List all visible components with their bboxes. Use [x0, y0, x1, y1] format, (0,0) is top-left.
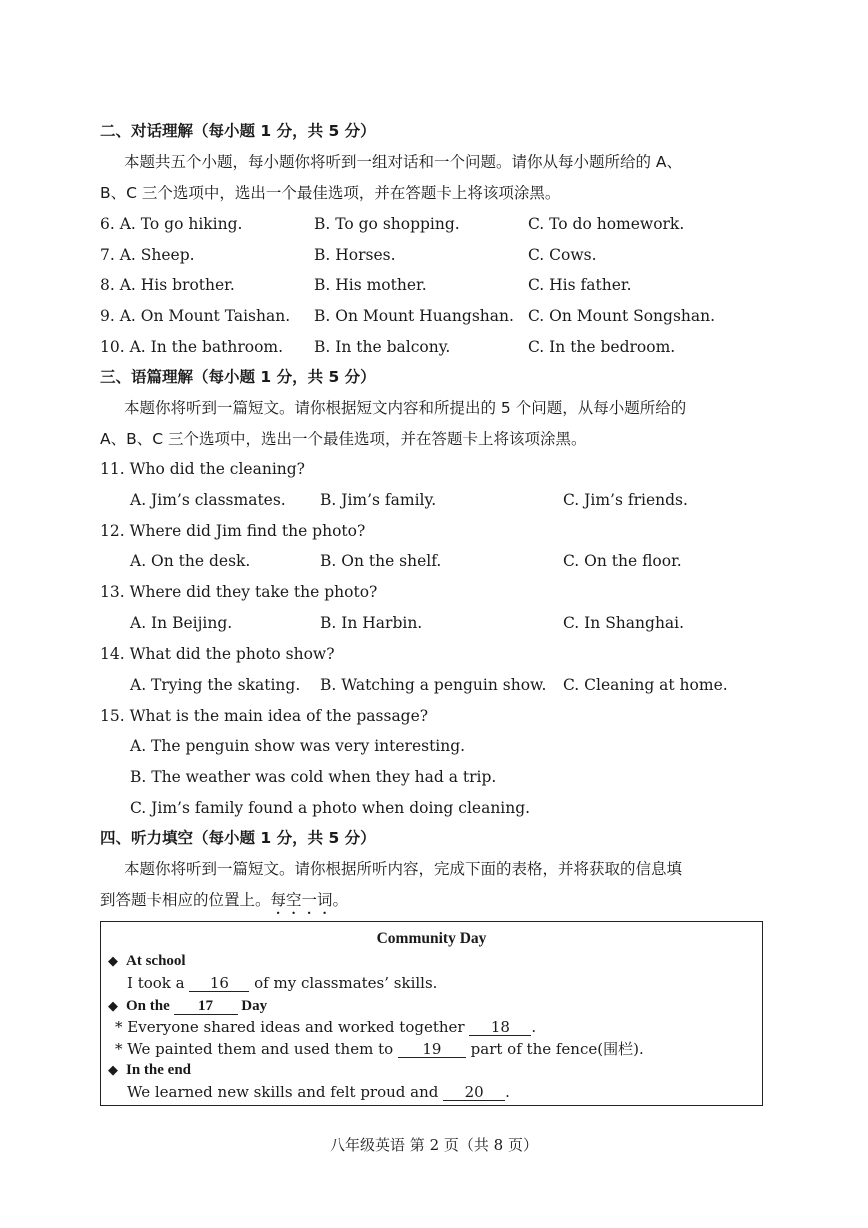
section4-instructions-line1: 本题你将听到一篇短文。请你根据所听内容，完成下面的表格，并将获取的信息填	[124, 860, 683, 878]
question-stem: 14. What did the photo show?	[100, 645, 335, 663]
heading-label: Day	[237, 998, 268, 1014]
heading-in-the-end	[108, 1060, 191, 1081]
line-19	[115, 1039, 644, 1059]
blank-19: 19	[398, 1041, 466, 1058]
heading-label: At school	[126, 953, 186, 969]
option-c: C. Jim’s friends.	[563, 491, 688, 509]
question-stem: 13. Where did they take the photo?	[100, 583, 378, 601]
option-b: B. His mother.	[314, 276, 427, 294]
option-a: 8. A. His brother.	[100, 276, 235, 294]
option-b: B. On the shelf.	[320, 552, 442, 570]
option-b: B. Watching a penguin show.	[320, 676, 547, 694]
instructions-period: 。	[332, 891, 349, 909]
page-footer: 八年级英语 第 2 页（共 8 页）	[330, 1136, 538, 1154]
option-c: C. On Mount Songshan.	[528, 307, 716, 325]
diamond-bullet-icon: ◆	[108, 1063, 118, 1078]
option-b: B. On Mount Huangshan.	[314, 307, 514, 325]
diamond-bullet-icon: ◆	[108, 999, 118, 1014]
section3-heading: 三、语篇理解（每小题 1 分，共 5 分）	[100, 368, 376, 386]
option-b: B. In the balcony.	[314, 338, 451, 356]
line-16	[127, 973, 437, 993]
section4-heading: 四、听力填空（每小题 1 分，共 5 分）	[100, 829, 376, 847]
text: I took a	[127, 974, 190, 992]
option-a: 10. A. In the bathroom.	[100, 338, 284, 356]
option-a: 9. A. On Mount Taishan.	[100, 307, 291, 325]
heading-on-the-day	[108, 995, 267, 1017]
diamond-bullet-icon: ◆	[108, 954, 118, 969]
text: * We painted them and used them to	[115, 1040, 398, 1058]
option-c: C. Jim’s family found a photo when doing cleaning.	[130, 799, 531, 817]
option-c: C. Cleaning at home.	[563, 676, 728, 694]
question-stem: 11. Who did the cleaning?	[100, 460, 305, 478]
option-c: C. In Shanghai.	[563, 614, 685, 632]
question-stem: 15. What is the main idea of the passage?	[100, 707, 429, 725]
section2-instructions-line1: 本题共五个小题，每小题你将听到一组对话和一个问题。请你从每小题所给的 A、	[124, 153, 683, 171]
emphasized-text: 每空一词	[270, 891, 333, 909]
option-a: 6. A. To go hiking.	[100, 215, 243, 233]
line-18	[115, 1017, 536, 1037]
option-c: C. On the floor.	[563, 552, 682, 570]
option-b: B. To go shopping.	[314, 215, 460, 233]
option-a: A. On the desk.	[130, 552, 251, 570]
instructions-text: 到答题卡相应的位置上。	[100, 891, 271, 909]
option-a: A. Trying the skating.	[130, 676, 301, 694]
heading-label: On the	[126, 998, 174, 1014]
option-a: A. In Beijing.	[130, 614, 233, 632]
option-c: C. In the bedroom.	[528, 338, 676, 356]
option-b: B. In Harbin.	[320, 614, 423, 632]
section3-instructions-line2: A、B、C 三个选项中，选出一个最佳选项，并在答题卡上将该项涂黑。	[100, 430, 587, 448]
option-b: B. Jim’s family.	[320, 491, 437, 509]
section3-instructions-line1: 本题你将听到一篇短文。请你根据短文内容和所提出的 5 个问题，从每小题所给的	[124, 399, 687, 417]
blank-18: 18	[469, 1019, 531, 1036]
text: * Everyone shared ideas and worked together	[115, 1018, 470, 1036]
heading-at-school	[108, 951, 186, 972]
text: .	[505, 1083, 510, 1101]
community-day-table	[100, 921, 763, 1106]
option-c: C. His father.	[528, 276, 632, 294]
option-a: A. The penguin show was very interesting.	[130, 737, 466, 755]
question-stem: 12. Where did Jim find the photo?	[100, 522, 366, 540]
text: .	[531, 1018, 537, 1036]
text: of my classmates’ skills.	[249, 974, 438, 992]
heading-label: In the end	[126, 1062, 192, 1078]
text: part of the fence(围栏).	[465, 1040, 644, 1058]
section2-instructions-line2: B、C 三个选项中，选出一个最佳选项，并在答题卡上将该项涂黑。	[100, 184, 561, 202]
text: We learned new skills and felt proud and	[127, 1083, 444, 1101]
section4-instructions-line2	[100, 890, 348, 918]
option-b: B. The weather was cold when they had a trip.	[130, 768, 497, 786]
blank-20: 20	[443, 1084, 505, 1101]
option-c: C. To do homework.	[528, 215, 685, 233]
table-title: Community Day	[376, 930, 487, 947]
blank-16: 16	[189, 975, 249, 992]
option-a: 7. A. Sheep.	[100, 246, 195, 264]
blank-17: 17	[174, 998, 238, 1015]
option-a: A. Jim’s classmates.	[130, 491, 286, 509]
option-b: B. Horses.	[314, 246, 396, 264]
option-c: C. Cows.	[528, 246, 597, 264]
line-20	[127, 1082, 510, 1102]
section2-heading: 二、对话理解（每小题 1 分，共 5 分）	[100, 122, 376, 140]
